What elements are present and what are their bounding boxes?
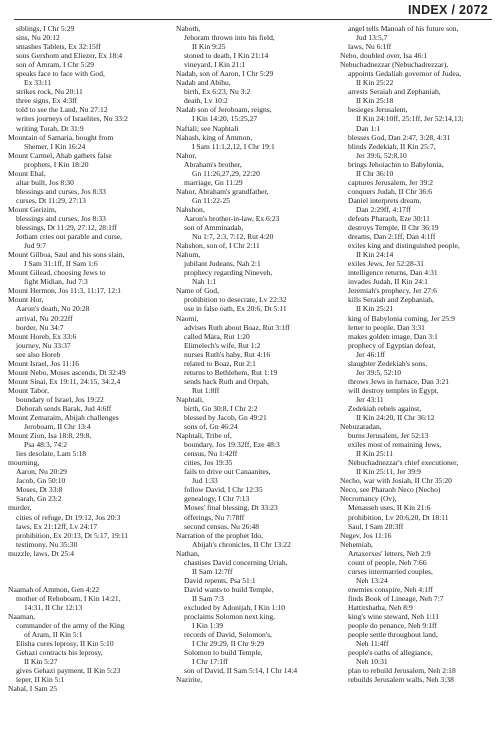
index-entry: David wants to build Temple, [184, 584, 274, 594]
index-entry: Rut 1:8ff [192, 385, 220, 395]
index-entry: blessed by Jacob, Gn 49:21 [184, 413, 267, 423]
index-entry: Gehazi contracts his leprosy, [16, 648, 103, 658]
index-entry: Jeremiah's prophecy, Jer 27:6 [348, 286, 437, 296]
index-entry: II Kin 24:20, II Chr 36:12 [356, 413, 435, 423]
index-entry: I Chr 29:29, II Chr 9:29 [192, 639, 265, 649]
index-entry: prohibition, Lv 20:6,20, Dt 18:11 [348, 512, 449, 522]
index-entry: appoints Gedaliah governor of Judea, [348, 69, 461, 79]
index-entry: speaks face to face with God, [16, 69, 105, 79]
index-entry: birth, Gn 30:8, I Chr 2:2 [184, 403, 258, 413]
index-entry: Mount Israel, Jos 11:16 [8, 358, 79, 368]
index-entry: prohibition to desecrate, Lv 22:32 [184, 295, 287, 305]
index-entry: Hattirshatha, Neh 8:9 [348, 603, 413, 612]
index-entry: Neh 13:24 [356, 575, 388, 585]
index-entry: Naboth, [176, 24, 201, 33]
index-entry: Dan 1:1 [356, 123, 381, 133]
index-entry: Nahshon, son of, I Chr 2:11 [176, 241, 260, 251]
index-entry: king's wine steward, Neh 1:11 [348, 612, 439, 622]
index-entry: Nebuchadnezzar (Nebuchadrezzar), [340, 60, 449, 70]
index-column-2 [176, 24, 334, 684]
index-entry: enemies conspire, Neh 4:1ff [348, 584, 433, 594]
index-entry: people settle throughout land, [348, 630, 438, 640]
index-entry: will destroy temples in Egypt, [348, 385, 439, 395]
index-entry: curses intermarried couples, [348, 566, 433, 576]
index-entry: called Mara, Rut 1:20 [184, 331, 250, 341]
index-entry: Deborah sends Barak, Jud 4:6ff [16, 403, 112, 413]
index-entry: Elimelech's wife, Rut 1:2 [184, 340, 261, 350]
index-entry: Jer 43:11 [356, 394, 384, 404]
index-entry: Solomon to build Temple, [184, 648, 263, 658]
index-entry: rebuilds Jerusalem walls, Neh 3:38 [348, 675, 454, 685]
index-entry: prophecy of Egyptian defeat, [348, 340, 436, 350]
index-entry: excluded by Adonijah, I Kin 1:10 [184, 603, 286, 612]
index-entry: II Kin 24:14 [356, 250, 394, 260]
index-entry: I Sam 31:1ff, II Sam 1:6 [24, 259, 98, 269]
index-entry: intelligence returns, Dan 4:31 [348, 268, 438, 278]
index-entry: II Sam 12:7ff [192, 566, 233, 576]
index-entry: letter to people, Dan 3:31 [348, 322, 425, 332]
index-entry: plan to rebuild Jerusalem, Neh 2:18 [348, 666, 456, 676]
index-entry: prophets, I Kin 18:20 [24, 159, 89, 169]
index-entry: II Kin 25:22 [356, 78, 394, 88]
index-entry: death, Lv 10:2 [184, 96, 228, 106]
index-entry: Nadab, son of Aaron, I Chr 5:29 [176, 69, 274, 79]
index-entry: returns to Bethlehem, Rut 1:19 [184, 367, 278, 377]
index-entry: Mount Hor, [8, 295, 44, 305]
index-entry: invades Judah, II Kin 24:1 [348, 277, 428, 287]
index-entry: 14:31, II Chr 12:13 [24, 603, 83, 612]
index-entry: Artaxerxes' letters, Neh 2:9 [348, 548, 431, 558]
index-entry: mother of Rehoboam, I Kin 14:21, [16, 593, 121, 603]
index-entry: sons of, Gn 46:24 [184, 422, 238, 432]
index-entry: Moses, Dt 33:8 [16, 485, 63, 495]
index-entry: stoned to death, I Kin 21:14 [184, 51, 269, 61]
index-entry: cities, Jos 19:35 [184, 458, 233, 468]
index-entry: II Kin 25:11 [356, 449, 394, 459]
page-title: INDEX / 2072 [407, 3, 488, 17]
index-entry: Jer 46:1ff [356, 349, 385, 359]
index-entry: writes journeys of Israelites, Nu 33:2 [16, 114, 128, 124]
index-entry: siblings, I Chr 5:29 [16, 24, 75, 33]
index-entry: Sarah, Gn 23:2 [16, 494, 62, 504]
index-entry: see also Horeb [16, 349, 61, 359]
index-entry: of Aram, II Kin 5:1 [24, 630, 83, 640]
index-entry: people's oaths of allegiance, [348, 648, 433, 658]
index-entry [8, 558, 166, 567]
index-entry: Aaron's brother-in-law, Ex 6:23 [184, 213, 280, 223]
index-entry: Shemer, I Kin 16:24 [24, 141, 86, 151]
index-entry: Nahshon, [176, 204, 205, 214]
index-entry: Dan 2:29ff, 4:17ff [356, 204, 411, 214]
index-entry: Mount Zemaraim, Abijah challenges [8, 413, 119, 423]
index-entry: use in false oath, Ex 20:6, Dt 5:11 [184, 304, 287, 314]
index-entry: II Kin 9:25 [192, 42, 226, 52]
index-entry: defeats Pharaoh, Eze 30:11 [348, 213, 430, 223]
index-entry: birth, Ex 6:23, Nu 3:2 [184, 87, 251, 97]
index-entry: II Kin 24:10ff, 25:1ff, Jer 52:14,13; [356, 114, 464, 124]
index-entry: blessings and curses, Jos 8:33 [16, 213, 106, 223]
index-entry: prohibition, Ex 20:13, Dt 5:17, 19:11 [16, 530, 129, 540]
index-entry: Daniel interprets dream, [348, 195, 422, 205]
index-entry: Nazirite, [176, 675, 203, 685]
index-entry: II Kin 25:18 [356, 96, 394, 106]
index-entry: lies desolate, Lam 5:18 [16, 449, 87, 459]
index-entry: makes golden image, Dan 3:1 [348, 331, 438, 341]
index-entry: kills Seraiah and Zephaniah, [348, 295, 434, 305]
index-entry: altar built, Jos 8:30 [16, 177, 74, 187]
index-entry: gives Gehazi payment, II Kin 5:23 [16, 666, 121, 676]
index-entry: proclaims Solomon next king, [184, 612, 275, 622]
index-entry: follow David, I Chr 12:35 [184, 485, 263, 495]
index-entry: Nebo, doubled over, Isa 46:1 [340, 51, 428, 61]
index-entry: count of people, Neh 7:66 [348, 557, 427, 567]
index-entry: exiles king and distinguished people, [348, 241, 460, 251]
index-entry: brings Jehoiachin to Babylonia, [348, 159, 444, 169]
index-entry: laws, Nu 6:1ff [348, 42, 392, 52]
index-entry: Gn 11:26,27,29, 22:20 [192, 168, 260, 178]
index-entry: Name of God, [176, 286, 219, 296]
index-entry [8, 576, 166, 585]
index-entry: Jer 39:6, 52:8,10 [356, 150, 407, 160]
index-entry: Nahor, [176, 150, 197, 160]
index-entry: conquers Judah, II Chr 36:6 [348, 186, 433, 196]
index-column-3 [340, 24, 500, 684]
index-entry: blinds Zedekiah, II Kin 25:7, [348, 141, 436, 151]
index-entry: Aaron's death, Nu 20:28 [16, 304, 90, 314]
index-entry: Zedekiah rebels against, [348, 403, 422, 413]
index-entry: I Kin 14:20, 15:25,27 [192, 114, 258, 124]
index-entry: II Kin 25:11, Jer 39:9 [356, 467, 421, 477]
index-entry: I Sam 11:1,2,12, I Chr 19:1 [192, 141, 275, 151]
index-entry: Mount Gilead, choosing Jews to [8, 268, 106, 278]
index-entry: Jehoram thrown into his field, [184, 33, 275, 43]
index-entry: Jud 13:5,7 [356, 33, 388, 43]
index-entry: Jud 1:33 [192, 476, 218, 486]
index-entry: Naphtali, Tribe of, [176, 431, 232, 441]
index-entry: Naftali; see Naphtali [176, 123, 239, 133]
index-entry: Narration of the prophet Ido, [176, 530, 263, 540]
index-entry: boundary of Israel, Jos 19:22 [16, 394, 104, 404]
index-entry: fight Midian, Jud 7:3 [24, 277, 88, 287]
index-entry [8, 567, 166, 576]
index-entry: prophecy regarding Nineveh, [184, 268, 273, 278]
index-entry: told to see the Land, Nu 27:12 [16, 105, 108, 115]
index-entry: people do penance, Neh 9:1ff [348, 621, 437, 631]
index-entry: three signs, Ex 4:3ff [16, 96, 78, 106]
index-entry: II Kin 25:21 [356, 304, 394, 314]
index-entry: blesses God, Dan 2:47, 3:28, 4:31 [348, 132, 451, 142]
index-entry: Necromancy (Ov), [340, 494, 397, 504]
index-entry: besieges Jerusalem, [348, 105, 408, 115]
index-entry: vineyard, I Kin 21:1 [184, 60, 246, 70]
index-entry: Mount Zion, Isa 18:8, 29:8, [8, 431, 92, 441]
index-entry: burns Jerusalem, Jer 52:13 [348, 431, 429, 441]
index-entry: Aaron, Nu 20:29 [16, 467, 67, 477]
index-entry: boundary, Jos 19:32ff, Eze 48:3 [184, 440, 280, 450]
index-entry: Nu 1:7, 2:3, 7:12, Rut 4:20 [192, 232, 274, 242]
index-entry: exiles Jews, Jer 52:28-31 [348, 259, 424, 269]
index-entry: Nahum, [176, 250, 201, 260]
index-entry: marriage, Gn 11:29 [184, 177, 243, 187]
index-entry: Mount Gerizim, [8, 204, 57, 214]
index-entry: Saul, I Sam 28:3ff [348, 521, 404, 531]
index-entry: writing Torah, Dt 31:9 [16, 123, 84, 133]
index-entry: testimony, Nu 35:30 [16, 539, 78, 549]
index-entry: Nathan, [176, 548, 200, 558]
index-entry: Nadab and Abihu, [176, 78, 231, 88]
index-entry: Naamah of Ammon, Gen 4:22 [8, 584, 100, 594]
index-entry: murder, [8, 503, 32, 513]
index-entry: cities of refuge, Dt 19:12, Jos 20:3 [16, 512, 121, 522]
index-entry: Mountain of Samaria, bought from [8, 132, 114, 142]
index-entry: Neco, see Pharaoh Neco (Necho) [340, 485, 441, 495]
index-entry: Jer 39:5, 52:10 [356, 367, 402, 377]
index-entry: Nah 1:1 [192, 277, 217, 287]
index-entry: records of David, Solomon's, [184, 630, 272, 640]
index-entry: fails to drive out Canaanites, [184, 467, 271, 477]
index-entry: arrival, Nu 20:22ff [16, 313, 73, 323]
index-entry: arrests Seraiah and Zephaniah, [348, 87, 441, 97]
index-entry: strikes rock, Nu 20:11 [16, 87, 83, 97]
index-entry: angel tells Manoah of his future son, [348, 24, 459, 33]
index-entry: related to Boaz, Rut 2:1 [184, 358, 256, 368]
index-entry: mourning, [8, 458, 40, 468]
index-column-1 [8, 24, 166, 693]
index-entry: laws, Ex 21:12ff, Lv 24:17 [16, 521, 98, 531]
index-entry: journey, Nu 33:37 [16, 340, 71, 350]
index-entry: Jotham cries out parable and curse, [16, 232, 123, 242]
index-entry: son of Amram, I Chr 5:29 [16, 60, 94, 70]
index-entry: captures Jerusalem, Jer 39:2 [348, 177, 434, 187]
index-entry: leper, II Kin 5:1 [16, 675, 65, 685]
index-entry: Nehemiah, [340, 539, 373, 549]
index-entry: Necho, war with Josiah, II Chr 35:20 [340, 476, 452, 486]
index-entry: nurses Ruth's baby, Rut 4:16 [184, 349, 271, 359]
index-entry: second census, Nu 26:48 [184, 521, 260, 531]
index-entry: Mount Nebo, Moses ascends, Dt 32:49 [8, 367, 126, 377]
index-entry: Naphtali, [176, 394, 204, 404]
index-entry: jubilant Judeans, Nah 2:1 [184, 259, 261, 269]
index-entry: Jacob, Gn 50:10 [16, 476, 66, 486]
index-entry: finds Book of Lineage, Neh 7:7 [348, 593, 444, 603]
index-entry: Mount Sinai, Ex 19:11, 24:15, 34:2,4 [8, 376, 121, 386]
index-entry: Abraham's brother, [184, 159, 242, 169]
index-entry: Mount Ebal, [8, 168, 46, 178]
index-entry: Nahash, king of Ammon, [176, 132, 253, 142]
index-entry: sins, Nu 20:12 [16, 33, 60, 43]
index-entry: slaughter Zedekiah's sons, [348, 358, 428, 368]
index-entry: Nebuzaradan, [340, 422, 382, 432]
index-entry: Nebuchadnezzar's chief executioner, [348, 458, 459, 468]
index-entry: Nabal, I Sam 25 [8, 684, 58, 694]
index-entry: II Kin 5:27 [24, 657, 58, 667]
index-entry: I Kin 1:39 [192, 621, 224, 631]
index-entry: throws Jews in furnace, Dan 3:21 [348, 376, 450, 386]
index-entry: Naaman, [8, 612, 36, 622]
index-entry: genealogy, I Chr 7:13 [184, 494, 250, 504]
index-entry: Nahor, Abraham's grandfather, [176, 186, 269, 196]
index-entry: curses, Dt 11:29, 27:13 [16, 195, 86, 205]
index-entry: II Sam 7:3 [192, 593, 224, 603]
index-entry: Naomi, [176, 313, 199, 323]
index-entry: Negev, Jos 11:16 [340, 530, 392, 540]
index-entry: II Chr 36:10 [356, 168, 394, 178]
index-entry: Jud 9:7 [24, 241, 47, 251]
index-entry: Mount Tabor, [8, 385, 49, 395]
index-entry: Moses' final blessing, Dt 33:23 [184, 503, 278, 513]
index-entry: sends back Ruth and Orpah, [184, 376, 269, 386]
index-entry: offerings, Nu 7:78ff [184, 512, 245, 522]
index-entry: Neh 11:4ff [356, 639, 389, 649]
index-entry: Mount Carmel, Ahab gathers false [8, 150, 112, 160]
index-entry: Jeroboam, II Chr 13:4 [24, 422, 91, 432]
index-entry: Mount Hermon, Jos 11:3, 11:17, 12:1 [8, 286, 122, 296]
index-entry: king of Babylonia coming, Jer 25:9 [348, 313, 455, 323]
index-entry: Menasseh uses, II Kin 21:6 [348, 503, 431, 513]
index-entry: blessings, Dt 11:29, 27:12, 28:1ff [16, 223, 117, 233]
index-entry: Abijah's chronicles, II Chr 13:22 [192, 539, 291, 549]
index-entry: I Chr 17:1ff [192, 657, 228, 667]
index-entry: Gn 11:22-25 [192, 195, 231, 205]
index-entry: Mount Gilboa, Saul and his sons slain, [8, 250, 125, 260]
index-entry: muzzle, laws, Dt 25:4 [8, 548, 75, 558]
index-entry: census, Nu 1:42ff [184, 449, 238, 459]
index-entry: Nadab son of Jeroboam, reigns, [176, 105, 272, 115]
index-entry: son of David, II Sam 5:14, I Chr 14:4 [184, 666, 298, 676]
index-entry: Elisha cures leprosy, II Kin 5:10 [16, 639, 114, 649]
index-entry: Neh 10:31 [356, 657, 388, 667]
page-header [0, 0, 500, 22]
header-rule [14, 19, 492, 20]
index-entry: advises Ruth about Boaz, Rut 3:1ff [184, 322, 290, 332]
index-entry: destroys Temple, II Chr 36:19 [348, 223, 439, 233]
index-entry: border, Nu 34:7 [16, 322, 64, 332]
index-entry: Psa 48:3, 74:2 [24, 440, 67, 450]
index-entry: chastises David concerning Uriah, [184, 557, 288, 567]
index-entry: son of Amminadab, [184, 223, 244, 233]
index-entry: Mount Horeb, Ex 33:6 [8, 331, 77, 341]
index-entry: exiles most of remaining Jews, [348, 440, 442, 450]
index-entry: blessings and curses, Jos 8:33 [16, 186, 106, 196]
index-entry: dreams, Dan 2:1ff, Dan 4:1ff [348, 232, 436, 242]
index-entry: Ex 33:11 [24, 78, 52, 88]
index-entry: David repents, Psa 51:1 [184, 575, 256, 585]
index-entry: smashes Tablets, Ex 32:15ff [16, 42, 101, 52]
index-entry: sons Gershom and Eliezer, Ex 18:4 [16, 51, 123, 61]
index-entry: commander of the army of the King [16, 621, 125, 631]
